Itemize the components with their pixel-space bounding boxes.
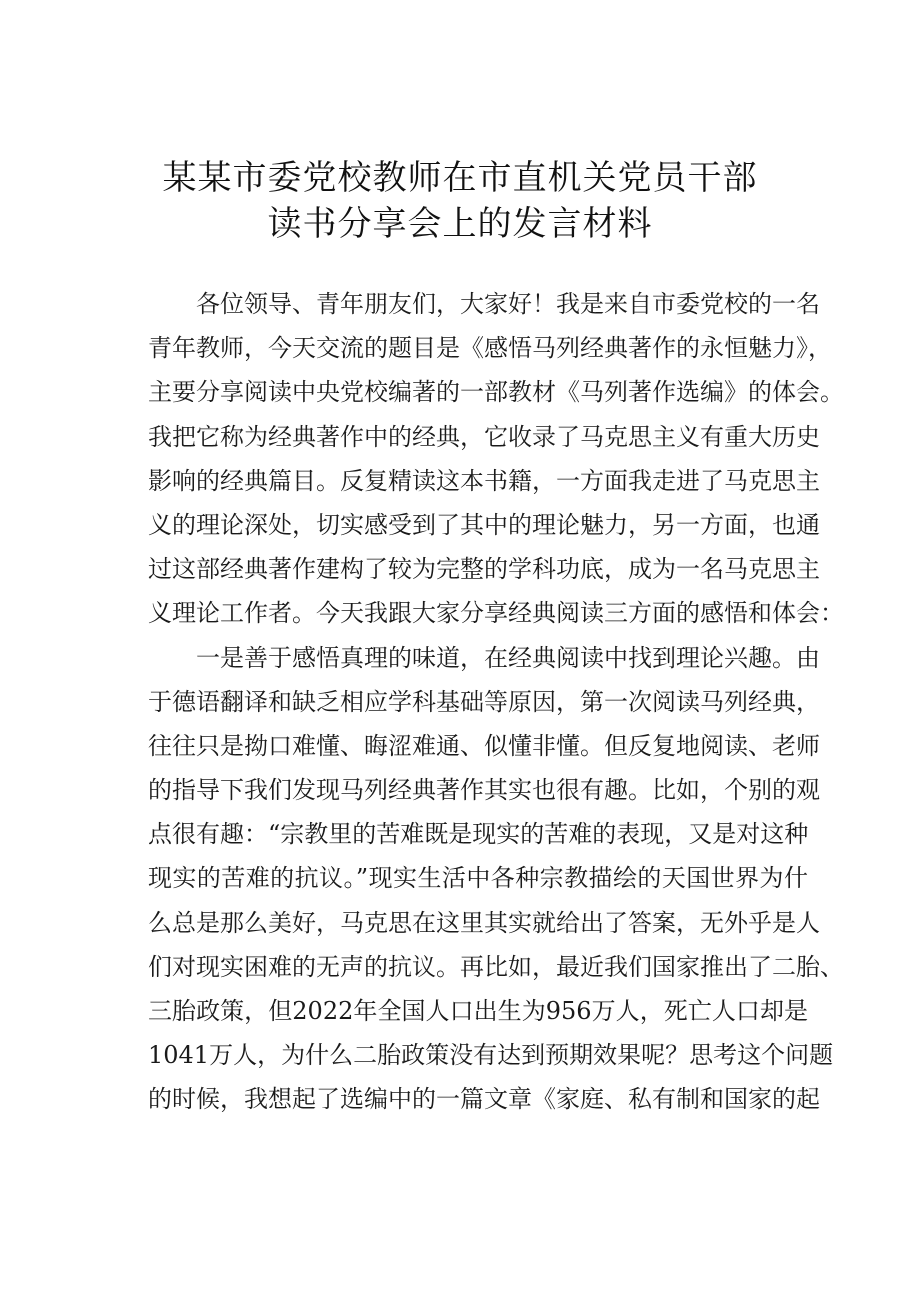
paragraph-2-line: 们对现实困难的无声的抗议。再比如，最近我们国家推出了二胎、 (148, 952, 844, 981)
paragraph-2-line: 三胎政策，但2022年全国人口出生为956万人，死亡人口却是 (148, 997, 808, 1025)
paragraph-1-line: 青年教师，今天交流的题目是《感悟马列经典著作的永恒魅力》， (148, 334, 832, 363)
document-body (148, 282, 844, 1122)
title-line-2: 读书分享会上的发言材料 (267, 204, 653, 244)
paragraph-2-line: 1041万人，为什么二胎政策没有达到预期效果呢？思考这个问题 (148, 1041, 834, 1070)
paragraph-1-line: 影响的经典篇目。反复精读这本书籍，一方面我走进了马克思主 (148, 466, 820, 495)
paragraph-2-line: 于德语翻译和缺乏相应学科基础等原因，第一次阅读马列经典， (148, 687, 820, 716)
paragraph-2-line: 现实的苦难的抗议。”现实生活中各种宗教描绘的天国世界为什 (148, 864, 808, 893)
paragraph-2-line: 往往只是拗口难懂、晦涩难通、似懂非懂。但反复地阅读、老师 (148, 731, 820, 760)
document-title (0, 155, 920, 247)
paragraph-2-line: 点很有趣：“宗教里的苦难既是现实的苦难的表现，又是对这种 (148, 820, 809, 849)
paragraph-1-line: 过这部经典著作建构了较为完整的学科功底，成为一名马克思主 (148, 555, 820, 584)
paragraph-1-line: 义理论工作者。今天我跟大家分享经典阅读三方面的感悟和体会： (148, 599, 844, 628)
title-line-1: 某某市委党校教师在市直机关党员干部 (162, 158, 758, 198)
paragraph-1-line: 义的理论深处，切实感受到了其中的理论魅力，另一方面，也通 (148, 510, 820, 539)
paragraph-1-line: 主要分享阅读中央党校编著的一部教材《马列著作选编》的体会。 (148, 378, 844, 407)
paragraph-2-line: 么总是那么美好，马克思在这里其实就给出了答案，无外乎是人 (148, 908, 820, 937)
paragraph-2-line: 的指导下我们发现马列经典著作其实也很有趣。比如，个别的观 (148, 776, 820, 805)
paragraph-2-line: 的时候，我想起了选编中的一篇文章《家庭、私有制和国家的起 (148, 1085, 820, 1114)
paragraph-2-line: 一是善于感悟真理的味道，在经典阅读中找到理论兴趣。由 (196, 643, 820, 672)
paragraph-1-line: 各位领导、青年朋友们，大家好！我是来自市委党校的一名 (196, 290, 820, 318)
paragraph-1-line: 我把它称为经典著作中的经典，它收录了马克思主义有重大历史 (148, 422, 820, 451)
